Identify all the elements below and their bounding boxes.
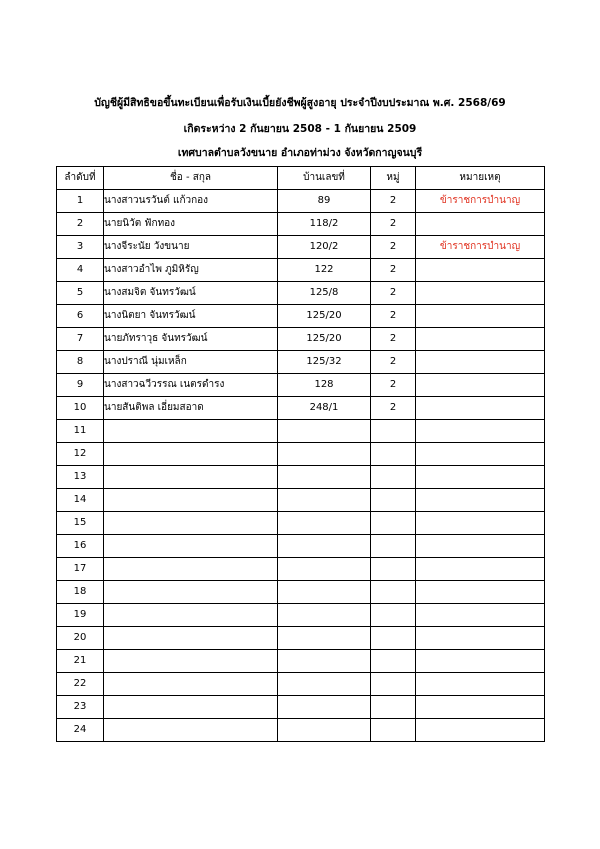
cell-note (416, 719, 545, 742)
cell-house-number (278, 627, 371, 650)
cell-house-number (278, 650, 371, 673)
cell-no: 9 (57, 374, 104, 397)
table-row (57, 259, 545, 282)
cell-house-number (278, 558, 371, 581)
cell-name (104, 489, 278, 512)
cell-moo (371, 650, 416, 673)
document-title: บัญชีผู้มีสิทธิขอขึ้นทะเบียนเพื่อรับเงินเบี้ยยังชีพผู้สูงอายุ ประจำปีงบประมาณ พ.ศ. 2568/69 (94, 97, 506, 109)
header-house-number: บ้านเลขที่ (278, 167, 371, 190)
cell-house-number: 248/1 (278, 397, 371, 420)
cell-house-number (278, 489, 371, 512)
cell-name (104, 650, 278, 673)
cell-note (416, 558, 545, 581)
cell-moo (371, 604, 416, 627)
cell-name (104, 512, 278, 535)
cell-house-number (278, 535, 371, 558)
cell-name: นางปราณี นุ่มเหล็ก (104, 351, 278, 374)
cell-moo (371, 673, 416, 696)
table-row (57, 558, 545, 581)
cell-name: นางสาวอำไพ ภูมิหิรัญ (104, 259, 278, 282)
cell-name (104, 420, 278, 443)
cell-house-number (278, 420, 371, 443)
cell-house-number (278, 696, 371, 719)
table-row (57, 328, 545, 351)
table-row (57, 305, 545, 328)
cell-name (104, 627, 278, 650)
cell-note (416, 696, 545, 719)
header-moo: หมู่ (371, 167, 416, 190)
table-row (57, 466, 545, 489)
elderly-allowance-table (56, 166, 545, 742)
cell-name (104, 581, 278, 604)
table-row (57, 236, 545, 259)
cell-no: 18 (57, 581, 104, 604)
cell-house-number: 125/32 (278, 351, 371, 374)
table-row (57, 420, 545, 443)
cell-note (416, 305, 545, 328)
table-row (57, 489, 545, 512)
cell-note (416, 535, 545, 558)
cell-name: นางจีระนัย วังขนาย (104, 236, 278, 259)
cell-note (416, 512, 545, 535)
cell-name (104, 604, 278, 627)
cell-moo: 2 (371, 213, 416, 236)
table-row (57, 604, 545, 627)
cell-house-number: 125/8 (278, 282, 371, 305)
cell-house-number: 120/2 (278, 236, 371, 259)
cell-note (416, 489, 545, 512)
cell-moo: 2 (371, 374, 416, 397)
table-row (57, 374, 545, 397)
cell-no: 7 (57, 328, 104, 351)
cell-moo: 2 (371, 190, 416, 213)
cell-note (416, 581, 545, 604)
cell-name (104, 673, 278, 696)
cell-no: 22 (57, 673, 104, 696)
cell-name: นางสมจิต จันทรวัฒน์ (104, 282, 278, 305)
cell-name: นายนิวัต ฟักทอง (104, 213, 278, 236)
cell-no: 19 (57, 604, 104, 627)
cell-moo: 2 (371, 305, 416, 328)
cell-no: 6 (57, 305, 104, 328)
cell-note (416, 374, 545, 397)
cell-house-number: 125/20 (278, 328, 371, 351)
table-row (57, 535, 545, 558)
cell-moo: 2 (371, 282, 416, 305)
table-row (57, 282, 545, 305)
cell-moo (371, 489, 416, 512)
cell-name: นางนิตยา จันทรวัฒน์ (104, 305, 278, 328)
cell-no: 20 (57, 627, 104, 650)
location-line: เทศบาลตำบลวังขนาย อำเภอท่าม่วง จังหวัดกาญจนบุรี (177, 147, 423, 159)
table-row (57, 581, 545, 604)
birth-date-range: เกิดระหว่าง 2 กันยายน 2508 - 1 กันยายน 2509 (183, 123, 417, 135)
cell-house-number: 128 (278, 374, 371, 397)
cell-note (416, 282, 545, 305)
cell-house-number: 125/20 (278, 305, 371, 328)
table-row (57, 512, 545, 535)
cell-house-number: 89 (278, 190, 371, 213)
cell-name: นางสาวนรวันต์ แก้วกอง (104, 190, 278, 213)
cell-note (416, 328, 545, 351)
cell-house-number (278, 581, 371, 604)
cell-name (104, 535, 278, 558)
cell-no: 13 (57, 466, 104, 489)
cell-no: 10 (57, 397, 104, 420)
cell-note (416, 604, 545, 627)
cell-house-number: 118/2 (278, 213, 371, 236)
header-note: หมายเหตุ (416, 167, 545, 190)
cell-name (104, 443, 278, 466)
cell-no: 5 (57, 282, 104, 305)
header-no: ลำดับที่ (57, 167, 104, 190)
cell-no: 24 (57, 719, 104, 742)
table-row (57, 696, 545, 719)
table-row (57, 673, 545, 696)
cell-house-number: 122 (278, 259, 371, 282)
cell-name (104, 719, 278, 742)
cell-moo: 2 (371, 351, 416, 374)
cell-note (416, 213, 545, 236)
cell-note (416, 650, 545, 673)
table-row (57, 627, 545, 650)
table-row (57, 351, 545, 374)
cell-name: นางสาวฉวีวรรณ เนตรดำรง (104, 374, 278, 397)
cell-note (416, 627, 545, 650)
table-row (57, 397, 545, 420)
cell-note (416, 351, 545, 374)
cell-note: ข้าราชการบำนาญ (416, 190, 545, 213)
cell-house-number (278, 466, 371, 489)
cell-note (416, 420, 545, 443)
cell-house-number (278, 604, 371, 627)
cell-no: 11 (57, 420, 104, 443)
cell-moo (371, 696, 416, 719)
cell-moo (371, 466, 416, 489)
cell-note (416, 443, 545, 466)
cell-no: 4 (57, 259, 104, 282)
cell-note: ข้าราชการบำนาญ (416, 236, 545, 259)
cell-moo (371, 420, 416, 443)
cell-moo (371, 558, 416, 581)
cell-no: 1 (57, 190, 104, 213)
table-row (57, 443, 545, 466)
cell-no: 8 (57, 351, 104, 374)
cell-no: 17 (57, 558, 104, 581)
table-row (57, 190, 545, 213)
cell-no: 21 (57, 650, 104, 673)
cell-moo (371, 581, 416, 604)
cell-moo (371, 443, 416, 466)
cell-moo (371, 512, 416, 535)
cell-house-number (278, 673, 371, 696)
cell-note (416, 397, 545, 420)
cell-no: 12 (57, 443, 104, 466)
cell-moo (371, 719, 416, 742)
cell-house-number (278, 512, 371, 535)
cell-note (416, 673, 545, 696)
cell-moo: 2 (371, 236, 416, 259)
cell-no: 23 (57, 696, 104, 719)
table-body (57, 190, 545, 742)
cell-moo: 2 (371, 328, 416, 351)
cell-name: นายภัทราวุธ จันทรวัฒน์ (104, 328, 278, 351)
cell-name (104, 466, 278, 489)
cell-moo (371, 535, 416, 558)
cell-no: 14 (57, 489, 104, 512)
cell-name (104, 696, 278, 719)
table-row (57, 650, 545, 673)
cell-moo (371, 627, 416, 650)
cell-moo: 2 (371, 397, 416, 420)
cell-note (416, 259, 545, 282)
cell-no: 15 (57, 512, 104, 535)
cell-house-number (278, 443, 371, 466)
cell-no: 2 (57, 213, 104, 236)
cell-no: 16 (57, 535, 104, 558)
cell-name (104, 558, 278, 581)
table-row (57, 213, 545, 236)
table-header-row (57, 167, 545, 190)
cell-no: 3 (57, 236, 104, 259)
cell-name: นายสันติพล เอี่ยมสอาด (104, 397, 278, 420)
cell-house-number (278, 719, 371, 742)
table-row (57, 719, 545, 742)
cell-moo: 2 (371, 259, 416, 282)
cell-note (416, 466, 545, 489)
header-name: ชื่อ - สกุล (104, 167, 278, 190)
